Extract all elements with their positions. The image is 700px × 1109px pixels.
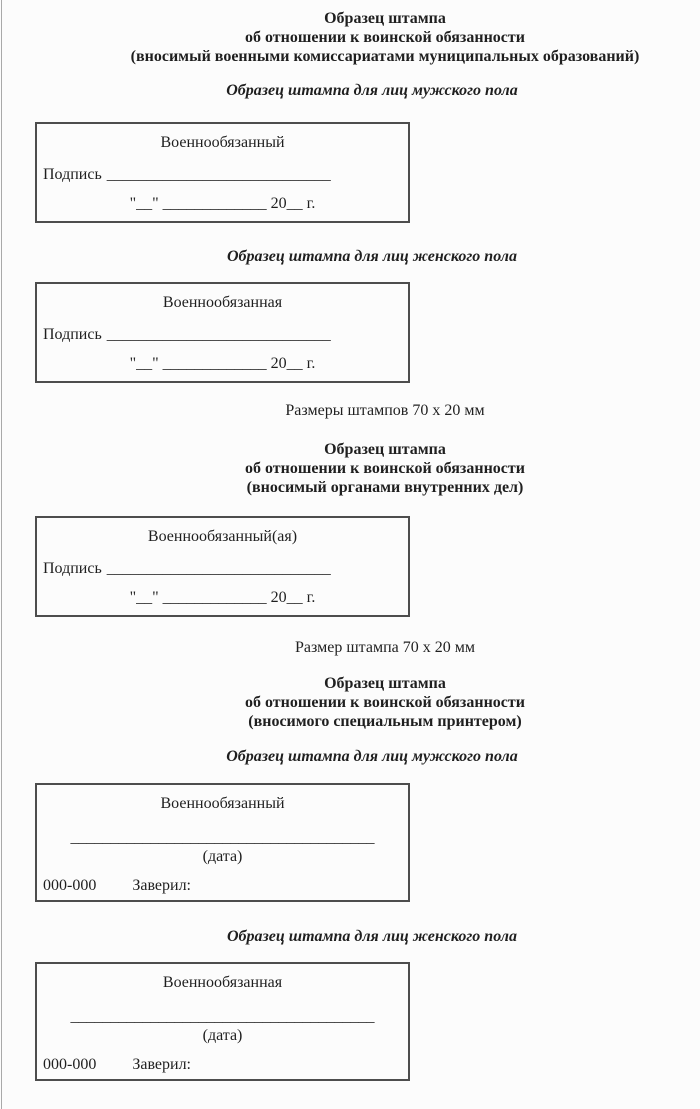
heading-line-1: Образец штампа <box>324 441 446 458</box>
heading-commissariat <box>70 9 700 66</box>
subheading-male-stamp-2: Образец штампа для лиц мужского пола <box>226 748 518 765</box>
heading-line-2: об отношении к воинской обязанности <box>245 29 525 46</box>
heading-line-1: Образец штампа <box>324 10 446 27</box>
heading-line-3: (вносимого специальным принтером) <box>248 713 522 730</box>
code-certified-row <box>43 1055 191 1074</box>
date-line: "__" _____________ 20__ г. <box>129 355 316 372</box>
code-certified-row <box>43 876 191 895</box>
heading-line-3: (вносимый военными комиссариатами муниципальных образований) <box>130 48 640 65</box>
stamp-box-military-male <box>35 122 410 223</box>
stamp-title: Военнообязанный <box>160 795 285 812</box>
stamp-title: Военнообязанная <box>162 294 283 311</box>
stamp-size-note: Размер штампа 70 х 20 мм <box>295 639 475 656</box>
heading-line-2: об отношении к воинской обязанности <box>245 694 525 711</box>
heading-internal-affairs <box>70 440 700 497</box>
stamp-title: Военнообязанная <box>162 974 283 991</box>
stamp-code: 000-000 <box>43 877 97 894</box>
signature-blank-line: ____________________________ <box>106 166 331 183</box>
stamp-box-printer-female <box>35 962 410 1081</box>
certified-label: Заверил: <box>132 1056 191 1073</box>
stamp-title: Военнообязанный(ая) <box>147 528 298 545</box>
date-blank-line: ______________________________________ <box>70 829 375 846</box>
stamp-title: Военнообязанный <box>160 134 285 151</box>
date-blank-line: ______________________________________ <box>70 1008 375 1025</box>
stamp-sizes-note: Размеры штампов 70 х 20 мм <box>285 402 485 419</box>
subheading-male-stamp-1: Образец штампа для лиц мужского пола <box>226 82 518 99</box>
signature-row <box>43 165 331 184</box>
heading-line-3: (вносимый органами внутренних дел) <box>246 479 524 496</box>
signature-label: Подпись <box>43 560 102 577</box>
signature-label: Подпись <box>43 326 102 343</box>
subheading-female-stamp-1: Образец штампа для лиц женского пола <box>226 248 518 265</box>
certified-label: Заверил: <box>132 877 191 894</box>
stamp-box-police <box>35 516 410 617</box>
subheading-female-stamp-2: Образец штампа для лиц женского пола <box>226 928 518 945</box>
signature-blank-line: ____________________________ <box>106 326 331 343</box>
date-line: "__" _____________ 20__ г. <box>129 195 316 212</box>
date-caption: (дата) <box>202 1027 243 1044</box>
heading-line-1: Образец штампа <box>324 675 446 692</box>
heading-special-printer <box>70 674 700 731</box>
signature-blank-line: ____________________________ <box>106 560 331 577</box>
stamp-code: 000-000 <box>43 1056 97 1073</box>
stamp-box-printer-male <box>35 783 410 902</box>
signature-row <box>43 559 331 578</box>
date-caption: (дата) <box>202 848 243 865</box>
signature-label: Подпись <box>43 166 102 183</box>
date-line: "__" _____________ 20__ г. <box>129 589 316 606</box>
scan-edge-artifact <box>1 0 2 1109</box>
signature-row <box>43 325 331 344</box>
stamp-box-military-female <box>35 282 410 383</box>
heading-line-2: об отношении к воинской обязанности <box>245 460 525 477</box>
